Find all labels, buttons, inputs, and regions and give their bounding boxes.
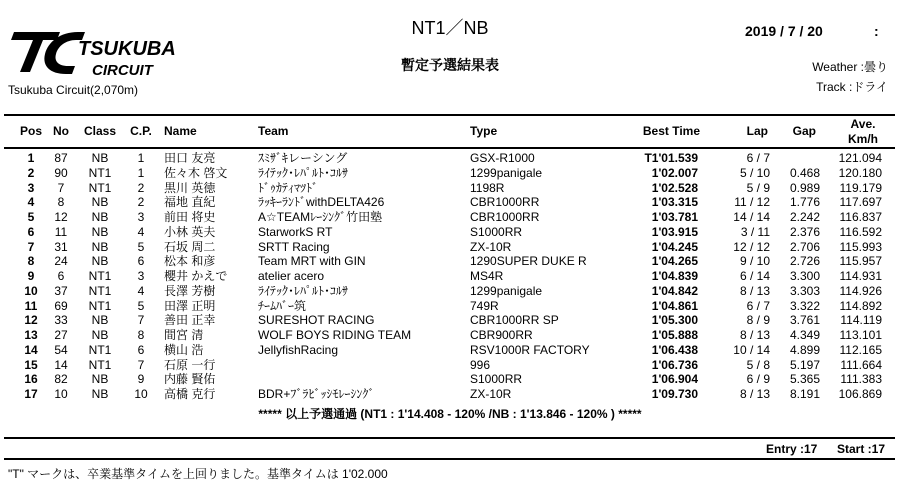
cell-cp: 2 xyxy=(137,180,145,195)
cell-best-time: 1'03.315 xyxy=(651,195,698,210)
start-count: Start :17 xyxy=(837,442,886,456)
cell-lap: 9 / 10 xyxy=(739,254,770,269)
cell-ave: 112.165 xyxy=(839,342,882,357)
cell-gap: 1.776 xyxy=(789,195,820,210)
cell-lap: 6 / 14 xyxy=(739,269,770,283)
cell-pos: 1 xyxy=(27,151,35,165)
table-row xyxy=(0,314,900,327)
cell-no: 69 xyxy=(54,298,68,313)
cell-lap: 8 / 13 xyxy=(739,328,770,342)
cell-name: 福地 直紀 xyxy=(164,195,216,210)
cell-name: 田口 友亮 xyxy=(164,151,216,165)
logo-text-sub: CIRCUIT xyxy=(92,62,153,79)
cell-no: 87 xyxy=(54,151,68,165)
cell-lap: 5 / 8 xyxy=(746,357,770,372)
results-subtitle: 暫定予選結果表 xyxy=(401,57,499,73)
cell-no: 37 xyxy=(54,283,68,298)
table-row xyxy=(0,344,900,357)
weather-info: Weather :曇り xyxy=(812,60,888,74)
cell-type: S1000RR xyxy=(470,224,523,239)
cell-class: NB xyxy=(91,254,109,269)
cell-name: 前田 将史 xyxy=(164,210,216,224)
cell-type: S1000RR xyxy=(470,372,523,387)
col-pos: Pos xyxy=(19,124,42,138)
cell-type: CBR1000RR xyxy=(470,195,540,210)
cell-no: 24 xyxy=(54,254,68,269)
cell-class: NT1 xyxy=(88,269,112,283)
cell-best-time: 1'04.839 xyxy=(651,269,698,283)
cell-lap: 6 / 7 xyxy=(746,151,770,165)
cell-no: 11 xyxy=(54,224,68,239)
cell-lap: 10 / 14 xyxy=(733,342,770,357)
cell-type: 1198R xyxy=(470,180,505,195)
cell-cp: 9 xyxy=(137,372,145,387)
cell-no: 7 xyxy=(57,180,65,195)
cell-best-time: 1'05.888 xyxy=(651,328,698,342)
header-bottom-rule xyxy=(4,147,895,149)
event-date: 2019 / 7 / 20 xyxy=(745,23,823,39)
cell-best-time: 1'06.736 xyxy=(651,357,698,372)
col-type: Type xyxy=(470,124,498,138)
table-row xyxy=(0,300,900,313)
cell-name: 田澤 正明 xyxy=(164,298,216,313)
cell-class: NB xyxy=(91,313,109,328)
cell-lap: 5 / 9 xyxy=(746,180,770,195)
cell-team: SRTT Racing xyxy=(258,239,330,254)
cell-team: ﾗｯｷｰﾗﾝﾄﾞwithDELTA426 xyxy=(258,195,385,210)
cell-cp: 5 xyxy=(137,298,145,313)
col-ave-line2: Km/h xyxy=(848,132,878,146)
cell-type: ZX-10R xyxy=(470,387,512,401)
cell-ave: 115.957 xyxy=(839,254,882,269)
table-row xyxy=(0,373,900,386)
cell-no: 90 xyxy=(54,165,68,180)
cell-best-time: 1'04.861 xyxy=(651,298,698,313)
cell-class: NT1 xyxy=(88,283,112,298)
footnote: "T" マークは、卒業基準タイムを上回りました。基準タイムは 1'02.000 xyxy=(8,467,388,481)
cell-name: 長澤 芳樹 xyxy=(164,283,216,298)
cell-ave: 114.926 xyxy=(839,283,882,298)
cell-pos: 5 xyxy=(27,210,35,224)
cell-no: 33 xyxy=(54,313,68,328)
cell-ave: 114.892 xyxy=(839,298,882,313)
cell-lap: 3 / 11 xyxy=(740,224,770,239)
cell-class: NB xyxy=(91,151,109,165)
cell-team: ﾄﾞｩｶﾃｨﾏﾂﾄﾞ xyxy=(258,180,319,195)
cell-no: 14 xyxy=(54,357,68,372)
table-row xyxy=(0,211,900,224)
cell-type: RSV1000R FACTORY xyxy=(470,342,590,357)
cell-team: ﾁｰﾑﾊﾞｰ筑 xyxy=(258,298,307,313)
cell-gap: 2.706 xyxy=(789,239,820,254)
cell-lap: 8 / 13 xyxy=(739,387,770,401)
table-row xyxy=(0,167,900,180)
cell-best-time: 1'09.730 xyxy=(651,387,698,401)
cell-no: 27 xyxy=(54,328,68,342)
cell-type: GSX-R1000 xyxy=(470,151,535,165)
cell-name: 間宮 清 xyxy=(164,328,204,342)
footer-bottom-rule xyxy=(4,458,895,460)
cell-class: NB xyxy=(91,224,109,239)
cell-gap: 3.322 xyxy=(789,298,820,313)
cell-cp: 3 xyxy=(137,210,145,224)
cell-no: 8 xyxy=(57,195,65,210)
cell-gap: 0.989 xyxy=(789,180,820,195)
cell-cp: 5 xyxy=(137,239,145,254)
cell-pos: 10 xyxy=(24,283,38,298)
cell-class: NT1 xyxy=(88,298,112,313)
cell-team: ｽﾐｻﾞｷレーシング xyxy=(258,151,348,165)
cell-team: atelier acero xyxy=(258,269,325,283)
cell-pos: 12 xyxy=(24,313,38,328)
cell-team: A☆TEAMﾚｰｼﾝｸﾞ竹田塾 xyxy=(258,210,383,224)
cell-type: 749R xyxy=(470,298,499,313)
col-cp: C.P. xyxy=(130,124,152,138)
cell-lap: 6 / 9 xyxy=(746,372,770,387)
cell-best-time: 1'02.528 xyxy=(651,180,698,195)
col-no: No xyxy=(53,124,69,138)
cell-gap: 5.365 xyxy=(789,372,820,387)
col-ave-line1: Ave. xyxy=(850,117,876,131)
col-team: Team xyxy=(258,124,289,138)
cell-class: NB xyxy=(91,239,109,254)
cell-best-time: 1'05.300 xyxy=(651,313,698,328)
cell-gap: 8.191 xyxy=(789,387,820,401)
cell-class: NB xyxy=(91,328,109,342)
cell-best-time: 1'06.438 xyxy=(651,342,698,357)
cell-class: NB xyxy=(91,195,109,210)
cell-best-time: 1'03.781 xyxy=(651,210,698,224)
cell-team: BDR+ﾌﾞﾗﾋﾞｯｼﾓﾚｰｼﾝｸﾞ xyxy=(258,387,375,401)
cell-no: 6 xyxy=(57,269,65,283)
cell-cp: 6 xyxy=(137,254,145,269)
cell-ave: 115.993 xyxy=(839,239,882,254)
col-best-time: Best Time xyxy=(642,124,700,138)
event-title: NT1／NB xyxy=(411,18,489,38)
cell-cp: 1 xyxy=(137,151,145,165)
cell-type: CBR1000RR SP xyxy=(470,313,559,328)
cell-name: 高橋 克行 xyxy=(164,387,216,401)
table-row xyxy=(0,226,900,239)
cell-cp: 8 xyxy=(137,328,145,342)
cell-name: 石坂 周二 xyxy=(164,239,216,254)
cell-ave: 116.592 xyxy=(839,224,882,239)
cell-name: 佐々木 啓文 xyxy=(164,165,228,180)
track-info: Track :ドライ xyxy=(816,80,888,94)
cell-no: 82 xyxy=(54,372,68,387)
cell-type: 1299panigale xyxy=(470,165,543,180)
cell-team: ﾗｲﾃｯｸ･ﾚﾊﾟﾙﾄ･ｺﾙｻ xyxy=(258,165,349,180)
cell-type: CBR900RR xyxy=(470,328,533,342)
cell-best-time: 1'04.842 xyxy=(651,283,698,298)
cell-pos: 6 xyxy=(27,224,35,239)
time-separator: : xyxy=(874,23,879,39)
cell-name: 松本 和彦 xyxy=(164,254,216,269)
cell-gap: 3.303 xyxy=(789,283,820,298)
cell-pos: 11 xyxy=(24,298,38,313)
table-row xyxy=(0,270,900,283)
cell-ave: 114.931 xyxy=(839,269,882,283)
cell-gap: 4.899 xyxy=(789,342,820,357)
cell-ave: 120.180 xyxy=(838,165,882,180)
cell-class: NB xyxy=(91,387,109,401)
cell-ave: 111.383 xyxy=(840,372,882,387)
table-row xyxy=(0,359,900,372)
cell-team: ﾗｲﾃｯｸ･ﾚﾊﾟﾙﾄ･ｺﾙｻ xyxy=(258,283,349,298)
cell-team: Team MRT with GIN xyxy=(258,254,366,269)
cell-lap: 11 / 12 xyxy=(734,195,770,210)
cell-cp: 10 xyxy=(134,387,148,401)
cell-gap: 2.726 xyxy=(789,254,820,269)
table-row xyxy=(0,255,900,268)
cell-name: 黒川 英徳 xyxy=(164,180,216,195)
cell-ave: 106.869 xyxy=(838,387,882,401)
cell-type: 1299panigale xyxy=(470,283,543,298)
cell-pos: 4 xyxy=(27,195,35,210)
cell-gap: 2.242 xyxy=(789,210,820,224)
cell-team: WOLF BOYS RIDING TEAM xyxy=(258,328,412,342)
cell-ave: 117.697 xyxy=(839,195,882,210)
cell-lap: 5 / 10 xyxy=(739,165,770,180)
cell-class: NT1 xyxy=(88,342,112,357)
cell-ave: 119.179 xyxy=(839,180,882,195)
cell-team: StarworkS RT xyxy=(258,224,333,239)
cell-pos: 17 xyxy=(24,387,38,401)
cell-name: 善田 正幸 xyxy=(164,313,216,328)
table-row xyxy=(0,152,900,165)
cell-no: 12 xyxy=(54,210,68,224)
cell-pos: 8 xyxy=(27,254,35,269)
cell-gap: 0.468 xyxy=(789,165,820,180)
cell-pos: 16 xyxy=(24,372,38,387)
cell-lap: 12 / 12 xyxy=(733,239,770,254)
cell-pos: 13 xyxy=(24,328,38,342)
col-ave xyxy=(836,117,890,147)
cell-gap: 3.761 xyxy=(789,313,820,328)
cell-gap: 3.300 xyxy=(789,269,820,283)
table-row xyxy=(0,241,900,254)
cell-cp: 4 xyxy=(137,283,145,298)
entry-count: Entry :17 xyxy=(766,442,818,456)
cell-no: 54 xyxy=(54,342,68,357)
cell-cp: 1 xyxy=(137,165,145,180)
cell-name: 櫻井 かえで xyxy=(164,269,228,283)
cell-ave: 111.664 xyxy=(840,357,882,372)
cell-pos: 3 xyxy=(27,180,35,195)
col-lap: Lap xyxy=(746,124,768,138)
cell-gap: 2.376 xyxy=(789,224,820,239)
cell-type: 1290SUPER DUKE R xyxy=(470,254,587,269)
cell-best-time: T1'01.539 xyxy=(644,151,698,165)
cell-best-time: 1'06.904 xyxy=(651,372,698,387)
col-name: Name xyxy=(164,124,197,138)
cell-type: CBR1000RR xyxy=(470,210,540,224)
cell-pos: 9 xyxy=(27,269,35,283)
cell-best-time: 1'04.245 xyxy=(651,239,698,254)
cell-ave: 116.837 xyxy=(839,210,882,224)
cell-class: NT1 xyxy=(88,357,112,372)
cell-class: NT1 xyxy=(88,165,112,180)
table-row xyxy=(0,388,900,401)
table-row xyxy=(0,196,900,209)
logo-text-main: TSUKUBA xyxy=(78,38,176,60)
cell-name: 横山 浩 xyxy=(164,342,204,357)
cell-team: JellyfishRacing xyxy=(258,342,339,357)
cell-cp: 6 xyxy=(137,342,145,357)
cell-lap: 8 / 13 xyxy=(739,283,770,298)
qualify-note: ***** 以上予選通過 (NT1 : 1'14.408 - 120% /NB : 1'13.846 - 120% ) ***** xyxy=(258,407,642,421)
cell-class: NT1 xyxy=(88,180,112,195)
cell-cp: 4 xyxy=(137,224,145,239)
cell-team: SURESHOT RACING xyxy=(258,313,375,328)
cell-lap: 8 / 9 xyxy=(746,313,770,328)
cell-ave: 113.101 xyxy=(839,328,882,342)
cell-type: ZX-10R xyxy=(470,239,512,254)
cell-cp: 7 xyxy=(137,313,145,328)
cell-no: 10 xyxy=(54,387,68,401)
cell-cp: 7 xyxy=(137,357,145,372)
cell-name: 小林 英夫 xyxy=(164,224,216,239)
cell-lap: 14 / 14 xyxy=(733,210,770,224)
cell-ave: 121.094 xyxy=(838,151,882,165)
cell-pos: 15 xyxy=(24,357,38,372)
table-row xyxy=(0,182,900,195)
cell-cp: 2 xyxy=(137,195,145,210)
col-class: Class xyxy=(83,124,117,138)
cell-gap: 4.349 xyxy=(789,328,820,342)
cell-name: 内藤 賢佑 xyxy=(164,372,216,387)
cell-type: 996 xyxy=(470,357,491,372)
cell-gap: 5.197 xyxy=(789,357,820,372)
cell-best-time: 1'04.265 xyxy=(651,254,698,269)
table-row xyxy=(0,285,900,298)
cell-best-time: 1'02.007 xyxy=(651,165,698,180)
cell-type: MS4R xyxy=(470,269,504,283)
cell-ave: 114.119 xyxy=(840,313,882,328)
cell-name: 石原 一行 xyxy=(164,357,216,372)
col-gap: Gap xyxy=(792,124,816,138)
cell-lap: 6 / 7 xyxy=(746,298,770,313)
cell-best-time: 1'03.915 xyxy=(651,224,698,239)
cell-class: NB xyxy=(91,210,109,224)
cell-pos: 7 xyxy=(27,239,35,254)
circuit-name: Tsukuba Circuit(2,070m) xyxy=(8,83,139,97)
cell-no: 31 xyxy=(54,239,68,254)
cell-cp: 3 xyxy=(137,269,145,283)
table-row xyxy=(0,329,900,342)
cell-pos: 2 xyxy=(27,165,35,180)
footer-top-rule xyxy=(4,437,895,439)
cell-pos: 14 xyxy=(24,342,38,357)
cell-class: NB xyxy=(91,372,109,387)
header-top-rule xyxy=(4,114,895,116)
